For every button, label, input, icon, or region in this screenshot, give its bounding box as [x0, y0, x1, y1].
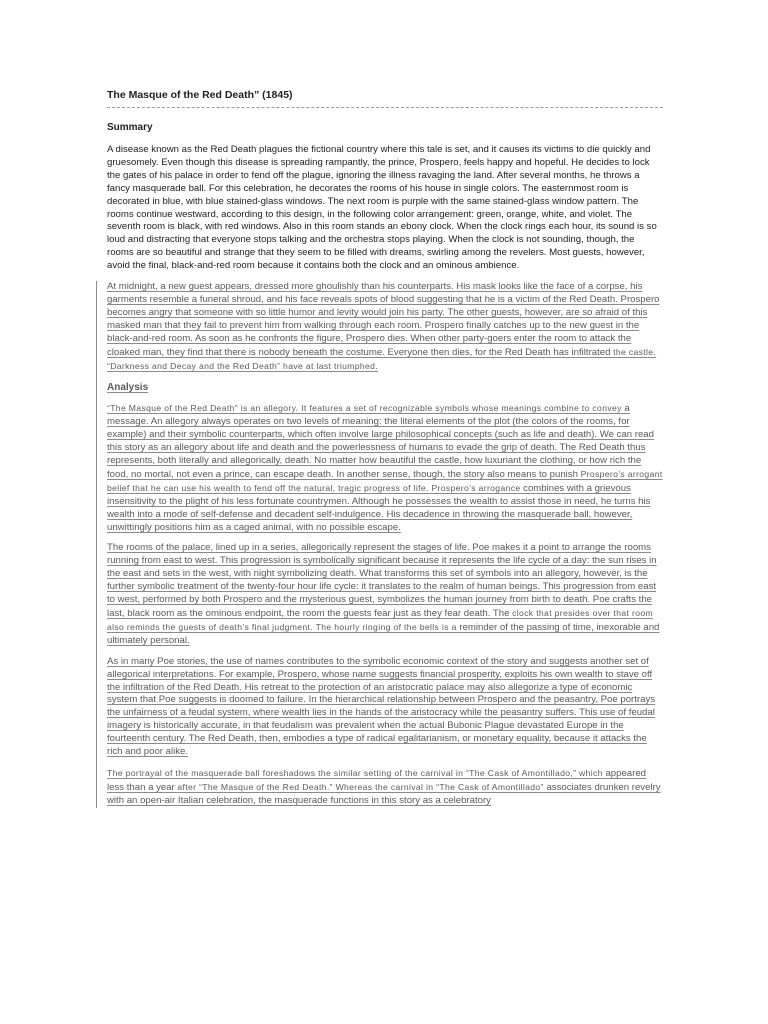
analysis-paragraph-1-body: a message. An allegory always operates on two levels of meaning: the literal elements of the plot (the colors of the rooms, for example) and their symbolic counterparts, which often involve large philosophical concepts (such as life and death). We can read this story as an allegory about life and death and the powerlessness of humans to evade the grip of death. The Red Death thus represents, both literally and allegorically, death. No matter how beautiful the castle, how luxuriant the clothing, or how rich the food, no mortal, not even a prince, can escape death. In another sense, though, the story also means to punish — [107, 403, 654, 480]
summary-heading: Summary — [107, 122, 153, 133]
analysis-paragraph-4 — [107, 767, 663, 808]
analysis-paragraph-3: As in many Poe stories, the use of names contributes to the symbolic economic context of the story and suggests another set of allegorical interpretations. For example, Prospero, whose name suggests financial prosperity, exploits his own wealth to stave off the infiltration of the Red Death. His retreat to the protection of an aristocratic palace may also allegorize a type of economic system that Poe suggests is doomed to failure. In the hierarchical relationship between Prospero and the peasantry, Poe portrays the unfairness of a feudal system, where wealth lies in the hands of the aristocracy while the peasantry suffers. This use of feudal imagery is historically accurate, in that feudalism was prevalent when the actual Bubonic Plague devastated Europe in the fourteenth century. The Red Death, then, embodies a type of radical egalitarianism, or monetary equality, because it attacks the rich and poor alike. — [107, 655, 656, 758]
analysis-paragraph-4-mid: appeared less than a year — [107, 767, 646, 793]
analysis-paragraph-4-quote: after “The Masque of the Red Death.” Whereas the carnival in “The Cask of Amontillado” — [177, 781, 544, 792]
summary-paragraph-1: A disease known as the Red Death plagues the fictional country where this tale is set, and it causes its victims to die quickly and gruesomely. Even though this disease is spreading rampantly, the prince, Prospero, feels happy and hopeful. He decides to lock the gates of his palace in order to fend off the plague, ignoring the illness ravaging the land. After several months, he throws a fancy masquerade ball. For this celebration, he decorates the rooms of his house in single colors. The easternmost room is decorated in blue, with blue stained-glass windows. The next room is purple with the same stained-glass window pattern. The rooms continue westward, according to this design, in the following color arrangement: green, orange, white, and violet. The seventh room is black, with red windows. Also in this room stands an ebony clock. When the clock rings each hour, its sound is so loud and distracting that everyone stops talking and the orchestra stops playing. When the clock is not sounding, though, the rooms are so beautiful and strange that they seem to be filled with dreams, swirling among the revelers. Most guests, however, avoid the final, black-and-red room because it contains both the clock and an ominous ambience. — [107, 144, 657, 272]
page-title: The Masque of the Red Death” (1845) — [107, 88, 663, 108]
summary-paragraph-2-quote: the castle. “Darkness and Decay and the Red Death” have at last triumphed. — [107, 346, 657, 371]
summary-paragraph-2-text: At midnight, a new guest appears, dressed more ghoulishly than his counterparts. His mask looks like the face of a corpse, his garments resemble a funeral shroud, and his face reveals spots of blood suggesting that he is a victim of the Red Death. Prospero becomes angry that someone with so little humor and levity would join his party. The other guests, however, are so afraid of this masked man that they fail to prevent him from walking through each room. Prospero finally catches up to the new guest in the black-and-red room. As soon as he confronts the figure, Prospero dies. When other party-goers enter the room to attack the cloaked man, they find that there is nobody beneath the costume. Everyone then dies, for the Red Death has infiltrated — [107, 281, 660, 358]
analysis-paragraph-1-lead: “The Masque of the Red Death” is an allegory. It features a set of recognizable symbols whose meanings combine to convey — [107, 403, 622, 414]
analysis-paragraph-4-end: associates drunken revelry with an open-air Italian celebration, the masquerade functions in this story as a celebratory — [107, 781, 661, 806]
analysis-paragraph-4-lead: The portrayal of the masquerade ball foreshadows the similar setting of the carnival in “The Cask of Amontillado,” which — [107, 767, 603, 778]
analysis-paragraph-2-clock: clock that presides over that room also reminds the guests of death’s final judgment. The hourly ringing of the bells is a — [107, 608, 653, 632]
analysis-heading: Analysis — [107, 382, 149, 394]
document-page — [107, 88, 663, 816]
summary-paragraph-2 — [107, 281, 663, 373]
analysis-paragraph-2-body: The rooms of the palace, lined up in a series, allegorically represent the stages of life. Poe makes it a point to arrange the rooms running from east to west. This progression is symbolically significant because it represents the life cycle of a day: the sun rises in the east and sets in the west, with night symbolizing death. What transforms this set of symbols into an allegory, however, is the further symbolic treatment of the twenty-four hour life cycle: it translates to the realm of human beings. This progression from east to west, performed by both Prospero and the mysterious guest, symbolizes the human journey from birth to death. Poe crafts the last, black room as the ominous endpoint, the room the guests fear just as they fear death. The — [107, 542, 657, 619]
analysis-paragraph-1 — [107, 402, 663, 534]
annotated-section — [107, 281, 663, 808]
analysis-paragraph-1-end: combines with a grievous insensitivity to the plight of his less fortunate countrymen. Although he possesses the wealth to assist those in need, he turns his wealth into a mode of self-defense and decadent self-indulgence. His decadence in throwing the masquerade ball, however, unwittingly positions him as a caged animal, with no possible escape. — [107, 482, 651, 533]
analysis-paragraph-2 — [107, 542, 663, 647]
analysis-paragraph-2-end: reminder of the passing of time, inexorable and ultimately personal. — [107, 621, 660, 646]
analysis-paragraph-1-prospero: Prospero’s arrogant belief that he can use his wealth to fend off the natural, tragic progress of life. Prospero’s arrogance — [107, 468, 663, 493]
